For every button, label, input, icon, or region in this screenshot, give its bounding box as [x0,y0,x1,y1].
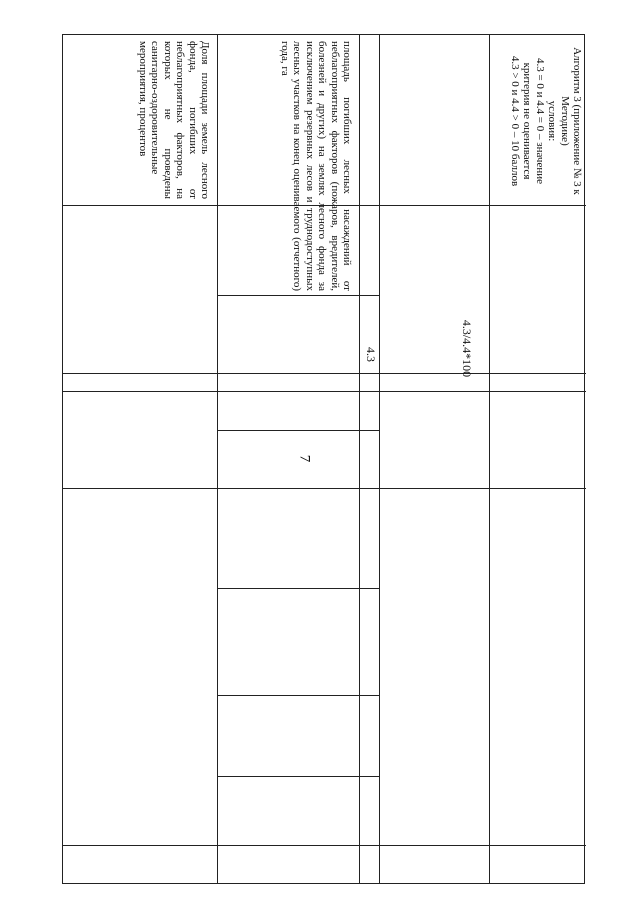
criteria-table [62,34,585,884]
algorithm-4b: Алгоритм 3 (приложение № 3 к Методике) условия: 4.3 = 0 и 4.4 = 0 – значение критерия не оценивается 4.3 > 0 и 4.4 > 0 – 10 баллов [508,47,583,195]
criterion-4b: Доля площади земель лесного фонда, погибших от неблагоприятных факторов, на которых не проведены санитарно-оздоровительные мероприятия, процентов [136,41,211,199]
formula-4-3: 4.3/4.4*100 [460,319,475,378]
page-number: 7 [296,454,313,463]
indicator-4-3-num: 4.3 [364,347,378,362]
indicator-4-3-text: площадь погибших лесных насаждений от неблагоприятных факторов (пожаров, вредителей, болезней и других) на землях лесного фонда за исключением резервных лесов и труднодоступных лесных участков на конец оцениваемого (отчетного) года, га [278,41,353,291]
